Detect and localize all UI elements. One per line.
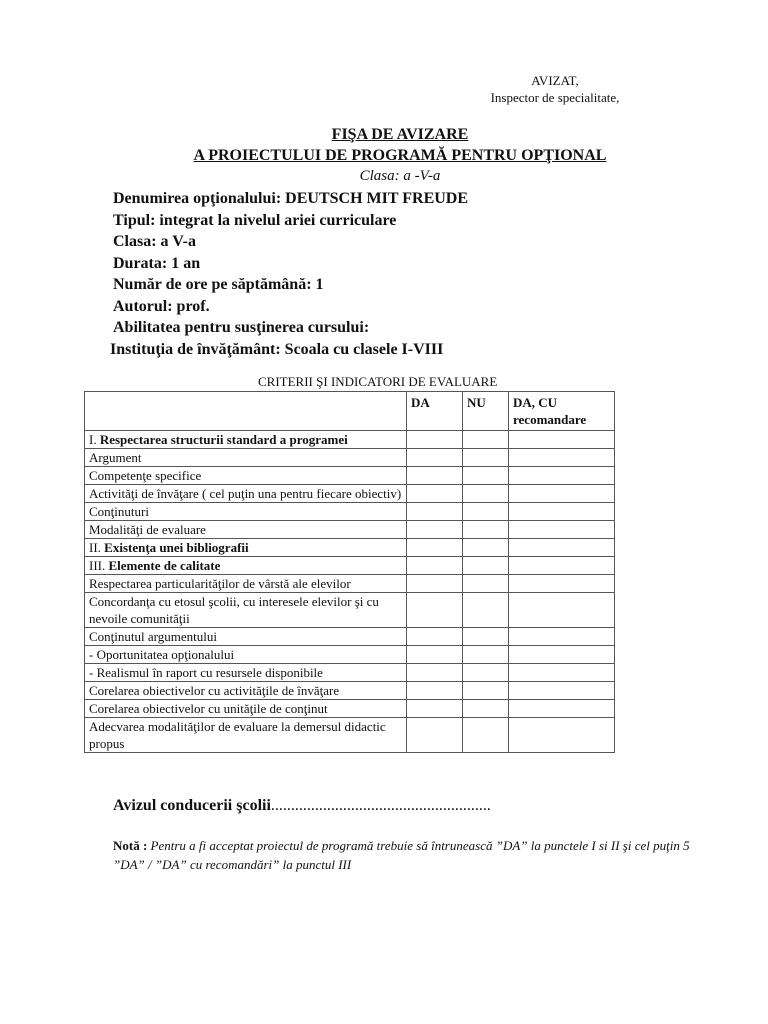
da-cu-recomandare-cell[interactable] [509,718,615,753]
table-header-row [85,392,615,431]
table-row [85,467,615,485]
da-cell[interactable] [407,467,463,485]
info-line: Clasa: a V-a [113,233,196,250]
criterion-cell [85,718,407,753]
criterion-prefix: I. [89,432,100,447]
nu-cell[interactable] [463,646,509,664]
nu-cell[interactable] [463,539,509,557]
table-row [85,664,615,682]
da-cell[interactable] [407,700,463,718]
header-cell-da-cu-recomandare: DA, CU recomandare [509,392,615,431]
criterion-cell [85,575,407,593]
table-row [85,503,615,521]
nu-cell[interactable] [463,575,509,593]
optional-info [110,188,469,360]
criterion-label: Respectarea structurii standard a programei [99,432,348,447]
criterion-cell [85,628,407,646]
criterion-cell [85,485,407,503]
da-cu-recomandare-cell[interactable] [509,431,615,449]
table-row [85,485,615,503]
criterion-cell [85,431,407,449]
nu-cell[interactable] [463,628,509,646]
da-cu-recomandare-cell[interactable] [509,503,615,521]
criterion-cell [85,467,407,485]
criterion-label: Respectarea particularităţilor de vârstă ale elevilor [89,576,351,591]
da-cell[interactable] [407,503,463,521]
header-cell-nu: NU [463,392,509,431]
criteria-table [84,391,615,753]
da-cu-recomandare-cell[interactable] [509,539,615,557]
da-cu-recomandare-cell[interactable] [509,593,615,628]
document-subtitle: A PROIECTULUI DE PROGRAMĂ PENTRU OPŢIONAL [193,147,607,164]
header-cell [85,392,407,431]
criterion-cell [85,664,407,682]
note [113,836,713,874]
nu-cell[interactable] [463,682,509,700]
info-line: Tipul: integrat la nivelul ariei curriculare [113,211,397,229]
signature-dots: ....................................................... [270,797,491,814]
criterion-cell [85,646,407,664]
da-cell[interactable] [407,575,463,593]
table-row [85,700,615,718]
nu-cell[interactable] [463,593,509,628]
criterion-prefix: III. [89,558,109,573]
info-line: Denumirea opţionalului: DEUTSCH MIT FREUDE [113,190,469,207]
criterion-label: Activităţi de învăţare ( cel puţin una pentru fiecare obiectiv) [89,486,402,501]
criterion-label: Corelarea obiectivelor cu activităţile de învăţare [89,683,340,698]
nu-cell[interactable] [463,664,509,682]
criterion-label: - Realismul în raport cu resursele disponibile [89,665,323,680]
nu-cell[interactable] [463,467,509,485]
nu-cell[interactable] [463,503,509,521]
criterion-label: Conţinuturi [89,504,149,519]
approval-label: AVIZAT, [531,73,579,88]
da-cu-recomandare-cell[interactable] [509,700,615,718]
da-cell[interactable] [407,593,463,628]
da-cell[interactable] [407,664,463,682]
da-cu-recomandare-cell[interactable] [509,521,615,539]
document-title: FIŞA DE AVIZARE [331,126,469,143]
da-cu-recomandare-cell[interactable] [509,682,615,700]
da-cell[interactable] [407,539,463,557]
criterion-cell [85,503,407,521]
nu-cell[interactable] [463,431,509,449]
table-row [85,557,615,575]
criterion-label: Competenţe specifice [89,468,202,483]
table-row [85,646,615,664]
criterion-label: Corelarea obiectivelor cu unităţile de conţinut [89,701,328,716]
criterion-label: - Oportunitatea opţionalului [89,647,235,662]
da-cu-recomandare-cell[interactable] [509,646,615,664]
da-cell[interactable] [407,718,463,753]
nu-cell[interactable] [463,718,509,753]
header-cell-da: DA [407,392,463,431]
approval-block [480,72,630,106]
table-row [85,718,615,753]
criterion-label: Modalităţi de evaluare [89,522,206,537]
da-cu-recomandare-cell[interactable] [509,485,615,503]
note-text: Pentru a fi acceptat proiectul de programă trebuie să întrunească ”DA” la punctele I si II şi cel puţin 5 ”DA” / ”DA” cu recomandări” la punctul III [113,838,690,872]
class-caption: Clasa: a -V-a [359,168,441,184]
da-cell[interactable] [407,431,463,449]
note-label: Notă : [113,838,148,853]
da-cu-recomandare-cell[interactable] [509,557,615,575]
da-cu-recomandare-cell[interactable] [509,449,615,467]
info-line: Instituţia de învăţământ: Scoala cu clasele I-VIII [110,340,444,358]
da-cell[interactable] [407,646,463,664]
nu-cell[interactable] [463,521,509,539]
nu-cell[interactable] [463,449,509,467]
da-cu-recomandare-cell[interactable] [509,664,615,682]
criterion-cell [85,700,407,718]
table-row [85,521,615,539]
da-cell[interactable] [407,682,463,700]
table-row [85,449,615,467]
table-row [85,539,615,557]
nu-cell[interactable] [463,700,509,718]
criterion-label: Elemente de calitate [108,558,221,573]
table-row [85,575,615,593]
da-cu-recomandare-cell[interactable] [509,575,615,593]
da-cell[interactable] [407,628,463,646]
inspector-label: Inspector de specialitate, [490,90,620,105]
info-line: Număr de ore pe săptămână: 1 [113,276,324,293]
info-line: Abilitatea pentru susţinerea cursului: [113,319,370,336]
info-line: Autorul: prof. [113,297,210,315]
nu-cell[interactable] [463,485,509,503]
school-approval-line [113,797,491,815]
criterion-label: Argument [89,450,142,465]
criteria-title: CRITERII ŞI INDICATORI DE EVALUARE [258,374,498,389]
table-row [85,682,615,700]
criterion-prefix: II. [89,540,105,555]
criterion-label: Existenţa unei bibliografii [104,540,249,555]
da-cu-recomandare-cell[interactable] [509,628,615,646]
da-cell[interactable] [407,485,463,503]
criterion-label: Concordanţa cu etosul şcolii, cu interesele elevilor şi cu nevoile comunităţii [89,594,379,626]
criterion-cell [85,593,407,628]
criterion-cell [85,449,407,467]
criterion-label: Adecvarea modalităţilor de evaluare la demersul didactic propus [89,719,386,751]
school-approval-label: Avizul conducerii şcolii [113,797,271,814]
da-cu-recomandare-cell[interactable] [509,467,615,485]
criterion-cell [85,521,407,539]
table-row [85,628,615,646]
criterion-label: Conţinutul argumentului [89,629,217,644]
table-row [85,593,615,628]
da-cell[interactable] [407,521,463,539]
criterion-cell [85,539,407,557]
da-cell[interactable] [407,449,463,467]
info-line: Durata: 1 an [113,254,201,272]
nu-cell[interactable] [463,557,509,575]
table-row [85,431,615,449]
criterion-cell [85,557,407,575]
criterion-cell [85,682,407,700]
da-cell[interactable] [407,557,463,575]
